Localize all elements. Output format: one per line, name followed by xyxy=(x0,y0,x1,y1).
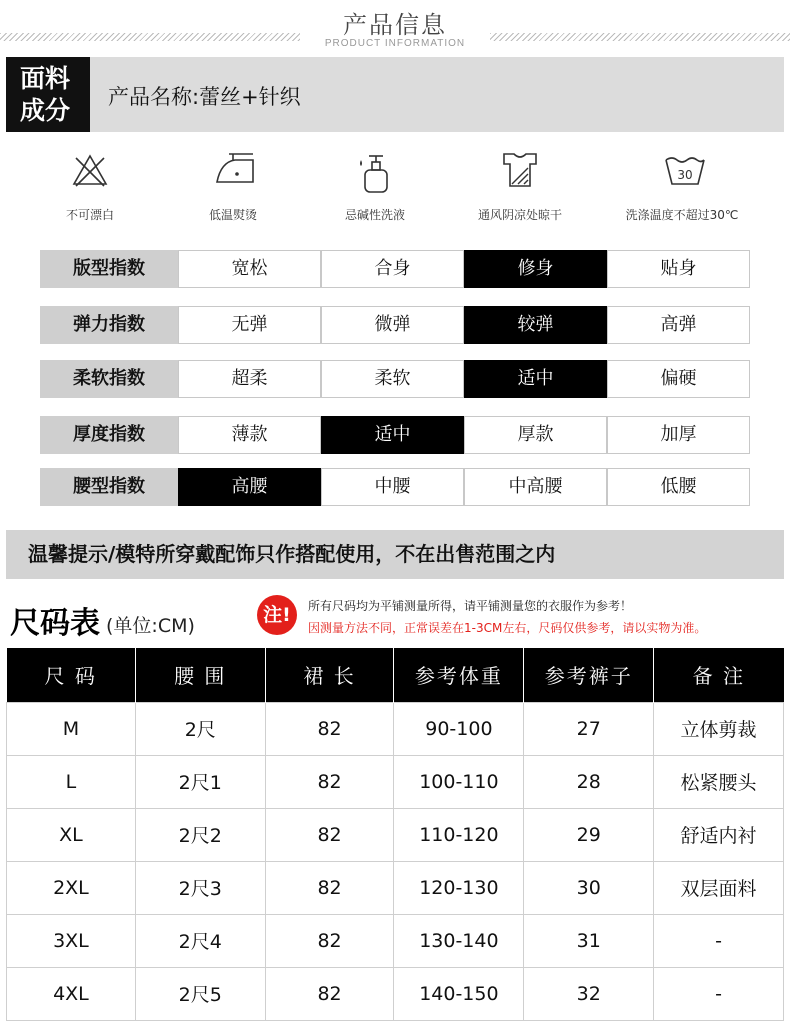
table-cell: 2尺4 xyxy=(135,914,265,967)
table-cell: 82 xyxy=(265,702,394,755)
table-cell: 4XL xyxy=(7,967,136,1020)
table-cell: L xyxy=(7,755,136,808)
iron-low-icon xyxy=(213,150,257,190)
table-cell: 30 xyxy=(524,861,654,914)
table-cell: 82 xyxy=(265,967,394,1020)
material-tag-line2: 成分 xyxy=(20,96,71,125)
tip-bar: 温馨提示/模特所穿戴配饰只作搭配使用，不在出售范围之内 xyxy=(6,530,784,579)
product-name: 产品名称:蕾丝+针织 xyxy=(108,85,301,109)
table-row xyxy=(7,861,784,914)
table-cell: 28 xyxy=(524,755,654,808)
table-cell: M xyxy=(7,702,136,755)
index-row-fit xyxy=(40,250,751,288)
table-cell: 双层面料 xyxy=(654,861,784,914)
note-badge: 注! xyxy=(257,595,297,635)
table-cell: - xyxy=(654,967,784,1020)
index-option: 无弹 xyxy=(178,306,321,344)
care-item-iron xyxy=(168,146,298,232)
index-name: 版型指数 xyxy=(40,250,178,288)
table-cell: 2XL xyxy=(7,861,136,914)
material-tag xyxy=(6,57,90,132)
material-tag-line1: 面料 xyxy=(20,64,71,93)
wash-temp-text: 30 xyxy=(677,168,693,182)
care-label: 洗涤温度不超过30℃ xyxy=(625,208,739,222)
no-bleach-icon xyxy=(70,150,110,190)
table-cell: 27 xyxy=(524,702,654,755)
table-cell: 32 xyxy=(524,967,654,1020)
table-cell: 130-140 xyxy=(394,914,524,967)
table-cell: 松紧腰头 xyxy=(654,755,784,808)
table-cell: 舒适内衬 xyxy=(654,808,784,861)
column-header: 裙 长 xyxy=(265,648,394,702)
table-row xyxy=(7,914,784,967)
index-option: 宽松 xyxy=(178,250,321,288)
table-row xyxy=(7,967,784,1020)
table-cell: 2尺2 xyxy=(135,808,265,861)
index-row-waist xyxy=(40,468,751,506)
index-option: 柔软 xyxy=(321,360,464,398)
table-cell: 140-150 xyxy=(394,967,524,1020)
index-option: 低腰 xyxy=(607,468,750,506)
detergent-bottle-icon xyxy=(355,150,395,194)
column-header: 参考裤子 xyxy=(524,648,654,702)
index-name: 柔软指数 xyxy=(40,360,178,398)
index-option: 中腰 xyxy=(321,468,464,506)
index-option: 合身 xyxy=(321,250,464,288)
material-bar xyxy=(6,57,784,132)
index-option-selected: 较弹 xyxy=(464,306,607,344)
page-subtitle: PRODUCT INFORMATION xyxy=(324,38,466,49)
index-option-selected: 适中 xyxy=(321,416,464,454)
table-cell: 82 xyxy=(265,861,394,914)
table-row xyxy=(7,702,784,755)
table-cell: 82 xyxy=(265,808,394,861)
table-cell: 120-130 xyxy=(394,861,524,914)
care-label: 忌碱性洗液 xyxy=(344,208,405,222)
index-option: 加厚 xyxy=(607,416,750,454)
table-cell: 82 xyxy=(265,755,394,808)
table-cell: 立体剪裁 xyxy=(654,702,784,755)
care-item-detergent xyxy=(310,146,440,232)
table-row xyxy=(7,808,784,861)
table-cell: 90-100 xyxy=(394,702,524,755)
index-option: 偏硬 xyxy=(607,360,750,398)
note-line-2: 因测量方法不同，正常误差在1-3CM左右，尺码仅供参考，请以实物为准。 xyxy=(308,621,707,635)
size-table xyxy=(6,648,784,1021)
table-cell: 2尺5 xyxy=(135,967,265,1020)
care-label: 通风阴凉处晾干 xyxy=(477,208,562,222)
index-option-selected: 适中 xyxy=(464,360,607,398)
index-option: 微弹 xyxy=(321,306,464,344)
care-label: 低温熨烫 xyxy=(208,208,257,222)
table-cell: 2尺1 xyxy=(135,755,265,808)
index-row-softness xyxy=(40,360,751,398)
index-name: 弹力指数 xyxy=(40,306,178,344)
care-label: 不可漂白 xyxy=(65,208,114,222)
index-name: 厚度指数 xyxy=(40,416,178,454)
table-cell: 82 xyxy=(265,914,394,967)
index-option-selected: 高腰 xyxy=(178,468,321,506)
index-option-selected: 修身 xyxy=(464,250,607,288)
index-row-thickness xyxy=(40,416,751,454)
section-header xyxy=(0,0,790,56)
care-item-shade-dry xyxy=(455,146,585,232)
index-option: 薄款 xyxy=(178,416,321,454)
index-option: 超柔 xyxy=(178,360,321,398)
table-cell: 3XL xyxy=(7,914,136,967)
table-cell: 110-120 xyxy=(394,808,524,861)
size-chart-unit: (单位:CM) xyxy=(106,615,195,637)
table-cell: XL xyxy=(7,808,136,861)
table-cell: 29 xyxy=(524,808,654,861)
care-item-no-bleach xyxy=(25,146,155,232)
table-cell: 2尺3 xyxy=(135,861,265,914)
note-line-1: 所有尺码均为平铺测量所得，请平铺测量您的衣服作为参考！ xyxy=(308,599,633,613)
size-table-header xyxy=(7,648,784,702)
column-header: 尺 码 xyxy=(7,648,136,702)
index-option: 厚款 xyxy=(464,416,607,454)
table-cell: 100-110 xyxy=(394,755,524,808)
table-cell: - xyxy=(654,914,784,967)
care-item-wash-30 xyxy=(617,146,747,232)
index-option: 中高腰 xyxy=(464,468,607,506)
page-title: 产品信息 xyxy=(343,11,447,39)
size-chart-title: 尺码表 xyxy=(10,606,100,641)
column-header: 备 注 xyxy=(654,648,784,702)
table-cell: 31 xyxy=(524,914,654,967)
index-option: 贴身 xyxy=(607,250,750,288)
index-row-elasticity xyxy=(40,306,751,344)
table-cell: 2尺 xyxy=(135,702,265,755)
column-header: 参考体重 xyxy=(394,648,524,702)
table-row xyxy=(7,755,784,808)
index-option: 高弹 xyxy=(607,306,750,344)
shade-dry-icon xyxy=(500,150,540,190)
index-name: 腰型指数 xyxy=(40,468,178,506)
column-header: 腰 围 xyxy=(135,648,265,702)
wash-30-icon xyxy=(662,150,708,190)
